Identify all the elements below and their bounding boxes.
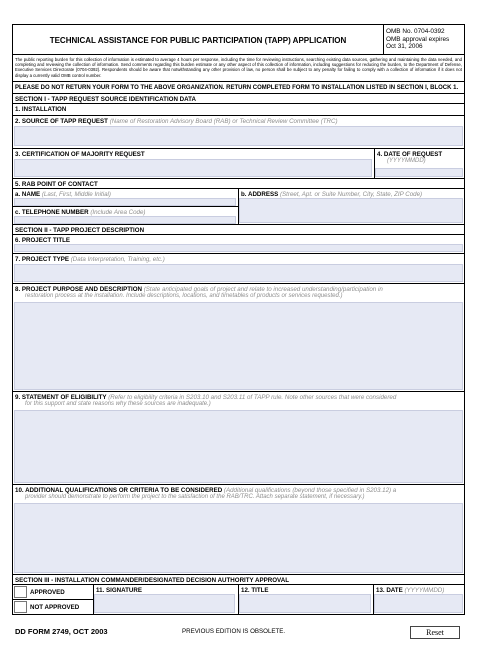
address-hint: (Street, Apt. or Suite Number, City, State, ZIP Code) xyxy=(279,191,423,198)
certification-input[interactable] xyxy=(14,159,372,177)
eligibility-label xyxy=(15,394,396,401)
phone-hint: (Include Area Code) xyxy=(90,209,146,216)
phone-label-text: c. TELEPHONE NUMBER xyxy=(15,209,89,216)
section-2-heading xyxy=(13,225,464,235)
request-date-input[interactable] xyxy=(375,168,463,177)
approval-date-label xyxy=(376,587,444,594)
divider xyxy=(13,599,93,600)
source-row xyxy=(13,116,464,149)
rab-poc-label: 5. RAB POINT OF CONTACT xyxy=(15,180,98,188)
qualifications-row xyxy=(13,485,464,575)
burden-statement: The public reporting burden for this collection of information is estimated to average 4 hours per response, including the time for reviewing instructions, searching existing data sources, gathering and maintaining the data needed, and completing and reviewing the collection of information. Send comments regarding this burden estimate or any other aspect of this collection of information, including suggestions for reducing the burden, to the Department of Defense, Executive Services Directorate (0704-0392). Respondents should be aware that notwithstanding any other provision of law, no person shall be subject to any penalty for failing to comply with a collection of information if it does not display a currently valid OMB control number. xyxy=(13,55,464,82)
purpose-label-text: 8. PROJECT PURPOSE AND DESCRIPTION xyxy=(15,286,142,293)
signature-input[interactable] xyxy=(94,594,235,613)
eligibility-hint-2: for this support and state reasons why these sources are inadequate.) xyxy=(25,401,211,407)
approval-date-label-text: 13. DATE xyxy=(376,587,403,594)
not-approved-label: NOT APPROVED xyxy=(30,604,80,611)
request-date-label-text: 4. DATE OF REQUEST xyxy=(377,151,443,158)
purpose-hint: (State anticipated goals of project and relate to increased understanding/participation in xyxy=(143,286,383,293)
eligibility-hint: (Refer to eligibility criteria in S203.10 and S203.11 of TAPP rule. Note other sources that were considered xyxy=(108,394,397,401)
signature-label: 11. SIGNATURE xyxy=(96,587,142,594)
form-id: DD FORM 2749, OCT 2003 xyxy=(15,627,108,636)
qualifications-hint: (Additional qualifications (beyond those specified in S203.12) a xyxy=(223,487,397,494)
certification-label: 3. CERTIFICATION OF MAJORITY REQUEST xyxy=(15,151,145,158)
name-input[interactable] xyxy=(14,198,236,206)
purpose-input[interactable] xyxy=(14,302,463,390)
source-hint: (Name of Restoration Advisory Board (RAB) or Technical Review Committee (TRC) xyxy=(109,118,338,125)
project-title-row xyxy=(13,235,464,254)
omb-expires-label: OMB approval expires xyxy=(386,35,450,43)
source-input[interactable] xyxy=(14,126,463,146)
qualifications-label-text: 10. ADDITIONAL QUALIFICATIONS OR CRITERIA TO BE CONSIDERED xyxy=(15,487,223,494)
project-type-label xyxy=(15,256,165,263)
obsolete-notice: PREVIOUS EDITION IS OBSOLETE. xyxy=(182,628,286,635)
omb-number: OMB No. 0704-0392 xyxy=(386,28,445,35)
qualifications-label xyxy=(15,487,396,494)
project-title-label: 6. PROJECT TITLE xyxy=(15,237,71,244)
form-header xyxy=(13,25,464,55)
form-footer xyxy=(12,626,465,640)
address-label-text: b. ADDRESS xyxy=(241,191,279,198)
approved-checkbox[interactable] xyxy=(14,586,27,598)
approved-label: APPROVED xyxy=(30,589,65,596)
source-label-text: 2. SOURCE OF TAPP REQUEST xyxy=(15,118,108,125)
purpose-label xyxy=(15,286,383,293)
approval-row xyxy=(13,585,464,615)
phone-input[interactable] xyxy=(14,216,236,224)
project-type-hint: (Data Interpretation, Training, etc.) xyxy=(70,256,165,263)
address-label xyxy=(241,191,422,198)
name-label xyxy=(15,191,111,198)
qualifications-input[interactable] xyxy=(14,503,463,573)
omb-info xyxy=(386,28,449,51)
project-type-input[interactable] xyxy=(14,264,463,282)
section-2-heading-text: SECTION II - TAPP PROJECT DESCRIPTION xyxy=(15,226,145,234)
purpose-hint-2: restoration process at the installation. Include descriptions, locations, and timetables of products or services requested.) xyxy=(25,293,343,299)
return-notice xyxy=(13,82,464,94)
form-title: TECHNICAL ASSISTANCE FOR PUBLIC PARTICIPATION (TAPP) APPLICATION xyxy=(13,25,384,55)
request-date-hint: (YYYYMMDD) xyxy=(387,158,426,164)
approver-title-input[interactable] xyxy=(239,594,371,613)
rab-poc-row xyxy=(13,179,464,189)
contact-row xyxy=(13,189,464,225)
approval-date-input[interactable] xyxy=(374,594,463,613)
certification-row xyxy=(13,149,464,179)
name-label-text: a. NAME xyxy=(15,191,41,198)
not-approved-checkbox[interactable] xyxy=(14,601,27,613)
eligibility-label-text: 9. STATEMENT OF ELIGIBILITY xyxy=(15,394,107,401)
name-hint: (Last, First, Middle Initial) xyxy=(41,191,111,198)
request-date-label xyxy=(377,151,442,158)
section-3-heading xyxy=(13,575,464,585)
reset-button[interactable]: Reset xyxy=(410,626,460,639)
section-3-heading-text: SECTION III - INSTALLATION COMMANDER/DESIGNATED DECISION AUTHORITY APPROVAL xyxy=(15,576,289,584)
purpose-row xyxy=(13,284,464,392)
address-input[interactable] xyxy=(239,198,463,223)
section-1-heading xyxy=(13,94,464,104)
divider xyxy=(13,206,238,207)
approval-date-hint: (YYYYMMDD) xyxy=(404,587,445,594)
approver-title-label: 12. TITLE xyxy=(241,587,269,594)
installation-label: 1. INSTALLATION xyxy=(15,106,67,113)
return-notice-text: PLEASE DO NOT RETURN YOUR FORM TO THE ABOVE ORGANIZATION. RETURN COMPLETED FORM TO INSTALLATION LISTED IN SECTION I, BLOCK 1. xyxy=(15,85,459,91)
section-1-heading-text: SECTION I - TAPP REQUEST SOURCE IDENTIFICATION DATA xyxy=(15,95,196,103)
project-type-label-text: 7. PROJECT TYPE xyxy=(15,256,69,263)
eligibility-row xyxy=(13,392,464,485)
omb-expires-date: Oct 31, 2006 xyxy=(386,43,423,51)
project-type-row xyxy=(13,254,464,284)
eligibility-input[interactable] xyxy=(14,410,463,483)
qualifications-hint-2: provider should demonstrate to perform the project to the satisfaction of the RAB/TRC. Attach separate statement, if necessary.) xyxy=(25,494,365,500)
phone-label xyxy=(15,209,145,216)
source-label xyxy=(15,118,338,125)
tapp-form xyxy=(12,24,465,615)
installation-row xyxy=(13,104,464,116)
project-title-input[interactable] xyxy=(14,244,463,252)
